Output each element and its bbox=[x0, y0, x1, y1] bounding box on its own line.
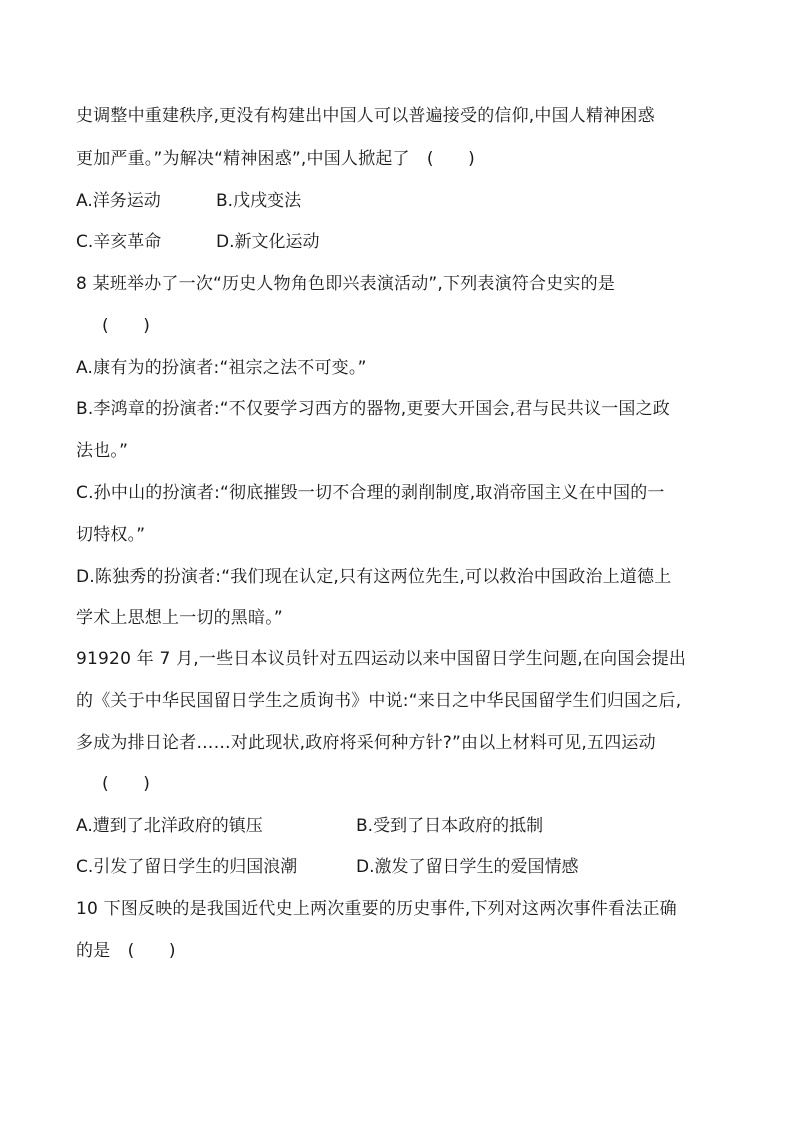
q9-option-a: A.遭到了北洋政府的镇压 bbox=[76, 816, 263, 836]
q9-stem-line-1: 91920 年 7 月,一些日本议员针对五四运动以来中国留日学生问题,在向国会提出 bbox=[76, 649, 687, 669]
q9-stem-line-3: 多成为排日论者……对此现状,政府将采何种方针?”由以上材料可见,五四运动 bbox=[76, 733, 656, 753]
q8-answer-blank: ( ) bbox=[102, 316, 151, 336]
q7-stem-line-1: 史调整中重建秩序,更没有构建出中国人可以普遍接受的信仰,中国人精神困惑 bbox=[76, 106, 655, 126]
q9-answer-blank: ( ) bbox=[102, 774, 151, 794]
q8-option-b-line-1: B.李鸿章的扮演者:“不仅要学习西方的器物,更要大开国会,君与民共议一国之政 bbox=[76, 399, 671, 419]
q10-stem-line-1: 10 下图反映的是我国近代史上两次重要的历史事件,下列对这两次事件看法正确 bbox=[76, 899, 677, 919]
q10-stem-line-2: 的是 ( ) bbox=[76, 941, 176, 961]
q9-option-c: C.引发了留日学生的归国浪潮 bbox=[76, 857, 298, 877]
q9-option-d: D.激发了留日学生的爱国情感 bbox=[356, 857, 579, 877]
q8-stem-line-1: 8 某班举办了一次“历史人物角色即兴表演活动”,下列表演符合史实的是 bbox=[76, 274, 616, 294]
q8-option-a: A.康有为的扮演者:“祖宗之法不可变。” bbox=[76, 358, 367, 378]
q8-option-b-line-2: 法也。” bbox=[76, 441, 129, 461]
q7-option-b: B.戊戌变法 bbox=[216, 191, 302, 211]
q8-option-d-line-2: 学术上思想上一切的黑暗。” bbox=[76, 608, 283, 628]
q7-stem-line-2: 更加严重。”为解决“精神困惑”,中国人掀起了 ( ) bbox=[76, 149, 475, 169]
q9-stem-line-2: 的《关于中华民国留日学生之质询书》中说:“来日之中华民国留学生们归国之后, bbox=[76, 691, 682, 711]
q8-option-c-line-1: C.孙中山的扮演者:“彻底摧毁一切不合理的剥削制度,取消帝国主义在中国的一 bbox=[76, 483, 665, 503]
q7-option-a: A.洋务运动 bbox=[76, 191, 161, 211]
q8-option-c-line-2: 切特权。” bbox=[76, 525, 146, 545]
q8-option-d-line-1: D.陈独秀的扮演者:“我们现在认定,只有这两位先生,可以救治中国政治上道德上 bbox=[76, 567, 672, 587]
q9-option-b: B.受到了日本政府的抵制 bbox=[356, 816, 544, 836]
q7-option-c: C.辛亥革命 bbox=[76, 232, 162, 252]
q7-option-d: D.新文化运动 bbox=[216, 232, 320, 252]
